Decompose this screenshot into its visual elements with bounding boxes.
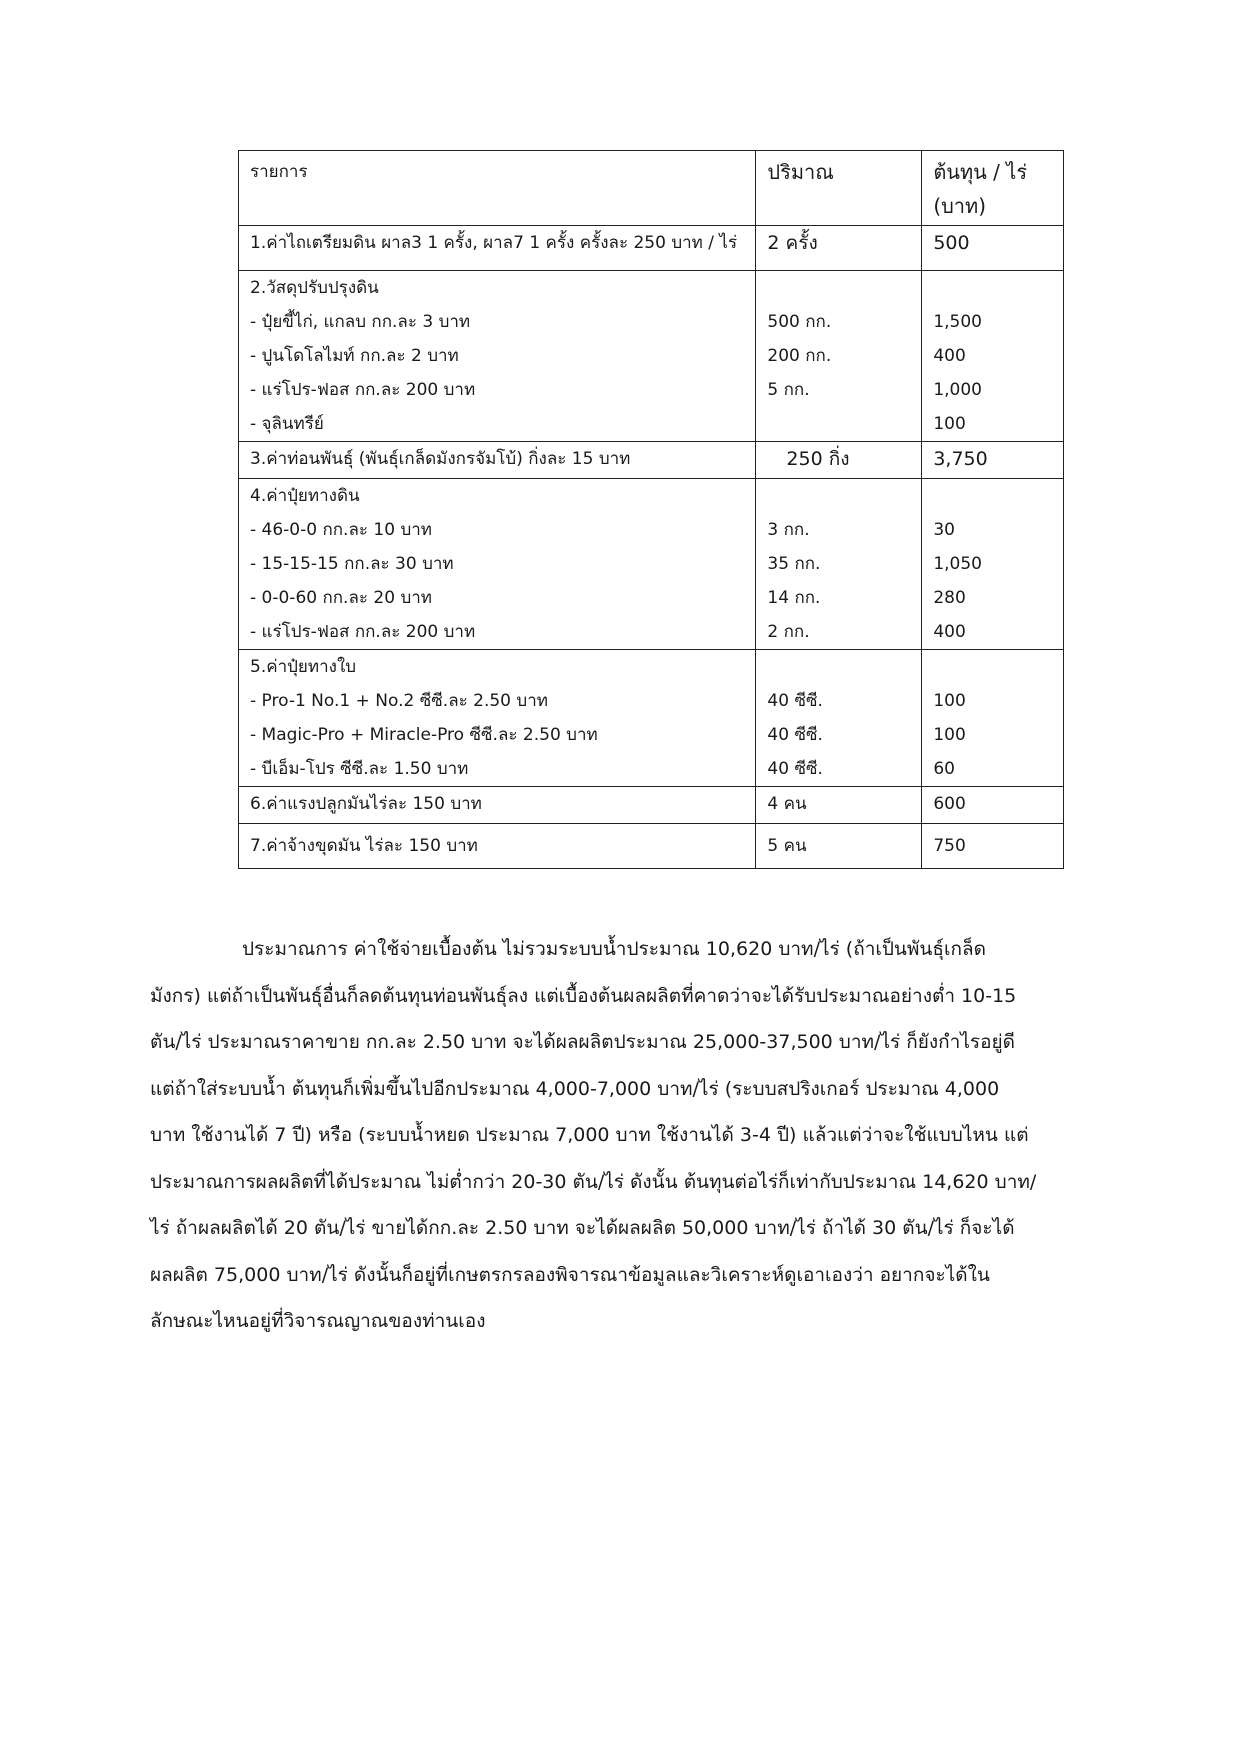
cost-table — [238, 150, 1064, 869]
paragraph-line: มังกร) แต่ถ้าเป็นพันธุ์อื่นก็ลดต้นทุนท่อนพันธุ์ลง แต่เบื้องต้นผลผลิตที่คาดว่าจะได้รับประมาณอย่างต่ำ 10-15 — [150, 984, 1017, 1007]
header-cost — [922, 151, 1064, 226]
item-label: - ปุ๋ยขี้ไก่, แกลบ กก.ละ 3 บาท — [250, 312, 471, 332]
group-cost: 3,750 — [922, 442, 1064, 479]
group-cost: 500 — [922, 226, 1064, 271]
group-cell-costs — [922, 650, 1064, 787]
paragraph-line: แต่ถ้าใส่ระบบน้ำ ต้นทุนก็เพิ่มขึ้นไปอีกประมาณ 4,000-7,000 บาท/ไร่ (ระบบสปริงเกอร์ ประมาณ 4,000 — [150, 1077, 1000, 1100]
group-cost — [933, 271, 1063, 305]
group-title: 2.วัสดุปรับปรุงดิน — [250, 278, 379, 298]
summary-paragraph — [150, 926, 1070, 1345]
item-label: - จุลินทรีย์ — [250, 414, 324, 434]
group-cell-labels — [239, 271, 756, 442]
group-quantity — [767, 479, 921, 513]
group-title: 6.ค่าแรงปลูกมันไร่ละ 150 บาท — [239, 787, 756, 824]
item-cost: 100 — [933, 414, 966, 434]
item-quantity: 40 ซีซี. — [767, 759, 823, 779]
paragraph-line: ผลผลิต 75,000 บาท/ไร่ ดังนั้นก็อยู่ที่เกษตรกรลองพิจารณาข้อมูลและวิเคราะห์ดูเอาเองว่า อยากจะได้ใน — [150, 1263, 990, 1286]
item-label: - แร่โปร-ฟอส กก.ละ 200 บาท — [250, 622, 476, 642]
group-title: 3.ค่าท่อนพันธุ์ (พันธุ์เกล็ดมังกรจัมโบ้) กิ่งละ 15 บาท — [239, 442, 756, 479]
item-cost: 400 — [933, 622, 966, 642]
item-cost: 400 — [933, 346, 966, 366]
table-row — [239, 824, 1064, 869]
paragraph-line: ลักษณะไหนอยู่ที่วิจารณญาณของท่านเอง — [150, 1310, 486, 1332]
group-cost — [933, 479, 1063, 513]
item-quantity: 500 กก. — [767, 312, 832, 332]
item-quantity: 35 กก. — [767, 554, 821, 574]
item-quantity: 14 กก. — [767, 588, 821, 608]
table-row — [239, 787, 1064, 824]
group-cell-quantities — [756, 479, 922, 650]
item-quantity — [767, 407, 921, 441]
group-cell-costs — [922, 271, 1064, 442]
item-label: - Magic-Pro + Miracle-Pro ซีซี.ละ 2.50 บาท — [250, 725, 598, 745]
item-quantity: 40 ซีซี. — [767, 691, 823, 711]
paragraph-line: ไร่ ถ้าผลผลิตได้ 20 ตัน/ไร่ ขายได้กก.ละ 2.50 บาท จะได้ผลผลิต 50,000 บาท/ไร่ ถ้าได้ 30 ตัน/ไร่ ก็จะได้ — [150, 1217, 1015, 1239]
table-header-row — [239, 151, 1064, 226]
item-cost: 60 — [933, 759, 955, 779]
item-quantity: 3 กก. — [767, 520, 810, 540]
item-cost: 100 — [933, 691, 966, 711]
paragraph-line: ประมาณการผลผลิตที่ได้ประมาณ ไม่ต่ำกว่า 20-30 ตัน/ไร่ ดังนั้น ต้นทุนต่อไร่ก็เท่ากับประมาณ 14,620 บาท/ — [150, 1170, 1037, 1193]
group-quantity: 4 คน — [756, 787, 922, 824]
item-label: - 46-0-0 กก.ละ 10 บาท — [250, 520, 432, 540]
item-quantity: 40 ซีซี. — [767, 725, 823, 745]
item-label: - บีเอ็ม-โปร ซีซี.ละ 1.50 บาท — [250, 759, 469, 779]
paragraph-line: ตัน/ไร่ ประมาณราคาขาย กก.ละ 2.50 บาท จะได้ผลผลิตประมาณ 25,000-37,500 บาท/ไร่ ก็ยังกำไรอยู่ดี — [150, 1031, 1015, 1053]
item-label: - 15-15-15 กก.ละ 30 บาท — [250, 554, 454, 574]
group-cost: 750 — [922, 824, 1064, 869]
group-cell-labels — [239, 479, 756, 650]
group-title: 7.ค่าจ้างขุดมัน ไร่ละ 150 บาท — [239, 824, 756, 869]
item-label: - ปูนโดโลไมท์ กก.ละ 2 บาท — [250, 346, 459, 366]
group-cost: 600 — [922, 787, 1064, 824]
paragraph-line: บาท ใช้งานได้ 7 ปี) หรือ (ระบบน้ำหยด ประมาณ 7,000 บาท ใช้งานได้ 3-4 ปี) แล้วแต่ว่าจะใช้แบบไหน แต่ — [150, 1124, 1029, 1146]
group-quantity — [767, 650, 921, 684]
group-cell-costs — [922, 479, 1064, 650]
header-cost-line2: (บาท) — [933, 194, 987, 218]
paragraph-line: ประมาณการ ค่าใช้จ่ายเบื้องต้น ไม่รวมระบบน้ำประมาณ 10,620 บาท/ไร่ (ถ้าเป็นพันธุ์เกล็ด — [242, 938, 986, 960]
header-cost-line1: ต้นทุน / ไร่ — [933, 160, 1028, 184]
group-title: 5.ค่าปุ๋ยทางใบ — [250, 657, 357, 677]
header-item: รายการ — [239, 151, 756, 226]
group-cost — [933, 650, 1063, 684]
group-title: 4.ค่าปุ๋ยทางดิน — [250, 486, 360, 506]
group-quantity: 5 คน — [756, 824, 922, 869]
table-row — [239, 650, 1064, 787]
group-title: 1.ค่าไถเตรียมดิน ผาล3 1 ครั้ง, ผาล7 1 ครั้ง ครั้งละ 250 บาท / ไร่ — [239, 226, 756, 271]
header-quantity: ปริมาณ — [756, 151, 922, 226]
item-cost: 280 — [933, 588, 966, 608]
item-quantity: 200 กก. — [767, 346, 832, 366]
table-row — [239, 479, 1064, 650]
table-row — [239, 226, 1064, 271]
item-quantity: 5 กก. — [767, 380, 810, 400]
item-cost: 30 — [933, 520, 955, 540]
item-cost: 1,000 — [933, 380, 982, 400]
item-label: - 0-0-60 กก.ละ 20 บาท — [250, 588, 432, 608]
item-cost: 1,050 — [933, 554, 982, 574]
group-cell-labels — [239, 650, 756, 787]
group-cell-quantities — [756, 271, 922, 442]
table-row — [239, 271, 1064, 442]
item-quantity: 2 กก. — [767, 622, 810, 642]
group-quantity: 2 ครั้ง — [756, 226, 922, 271]
item-label: - แร่โปร-ฟอส กก.ละ 200 บาท — [250, 380, 476, 400]
group-quantity — [767, 271, 921, 305]
item-cost: 100 — [933, 725, 966, 745]
table-row — [239, 442, 1064, 479]
item-cost: 1,500 — [933, 312, 982, 332]
group-quantity: 250 กิ่ง — [756, 442, 922, 479]
item-label: - Pro-1 No.1 + No.2 ซีซี.ละ 2.50 บาท — [250, 691, 548, 711]
group-cell-quantities — [756, 650, 922, 787]
